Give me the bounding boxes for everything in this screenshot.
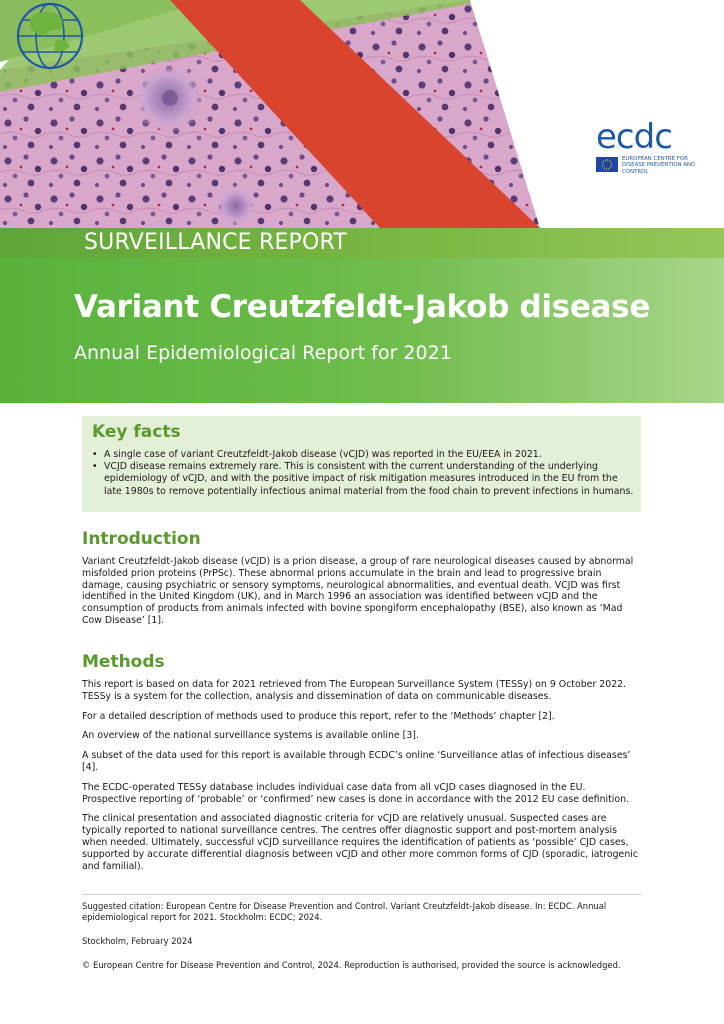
page-title: Variant Creutzfeldt-Jakob disease bbox=[74, 289, 651, 325]
introduction-section bbox=[82, 528, 642, 635]
key-fact-item: • VCJD disease remains extremely rare. This is consistent with the current understanding of the underlying epidemiology of vCJD, and with the positive impact of risk mitigation measures introduced in the EU from the late 1980s to remove potentially infectious animal material from the food chain to prevent infections in humans. bbox=[90, 461, 635, 498]
agency-name: EUROPEAN CENTRE FOR DISEASE PREVENTION AND CONTROL bbox=[622, 156, 696, 175]
eu-flag-icon bbox=[596, 157, 618, 172]
title-band bbox=[0, 258, 724, 403]
methods-paragraph: An overview of the national surveillance systems is available online [3]. bbox=[82, 730, 419, 742]
copyright-notice: © European Centre for Disease Prevention and Control, 2024. Reproduction is authorised, provided the source is acknowledged. bbox=[82, 960, 621, 970]
methods-paragraph: For a detailed description of methods used to produce this report, refer to the ‘Methods’ chapter [2]. bbox=[82, 710, 555, 722]
methods-heading: Methods bbox=[82, 652, 165, 672]
methods-paragraph: A subset of the data used for this report is available through ECDC’s online ‘Surveillance atlas of infectious diseases’ [4]. bbox=[82, 750, 631, 773]
key-fact-item: • A single case of variant Creutzfeldt-Jakob disease (vCJD) was reported in the EU/EEA in 2021. bbox=[90, 449, 635, 461]
introduction-paragraph: Variant Creutzfeldt-Jakob disease (vCJD) is a prion disease, a group of rare neurological diseases caused by abnormal misfolded prion proteins (PrPSc). These abnormal prions accumulate in the brain and lead to progressive brain damage, causing psychiatric or sensory symptoms, neurological abnormalities, and eventual death. VCJD was first identified in the United Kingdom (UK), and in March 1996 an association was identified between vCJD and the consumption of products from animals infected with bovine spongiform encephalopathy (BSE), also known as ‘Mad Cow Disease’ [1]. bbox=[82, 556, 634, 626]
introduction-heading: Introduction bbox=[82, 529, 201, 549]
report-type-label: SURVEILLANCE REPORT bbox=[84, 230, 348, 255]
cover-image bbox=[0, 0, 724, 228]
suggested-citation: Suggested citation: European Centre for Disease Prevention and Control. Variant Creutzfeldt-Jakob disease. In: ECDC. Annual epidemiological report for 2021. Stockholm: ECDC; 2024. bbox=[82, 901, 607, 922]
methods-paragraph: This report is based on data for 2021 retrieved from The European Surveillance System (TESSy) on 9 October 2022. TESSy is a system for the collection, analysis and dissemination of data on communicable diseases. bbox=[82, 679, 627, 702]
key-facts-heading: Key facts bbox=[92, 422, 181, 442]
methods-section bbox=[82, 651, 642, 880]
methods-paragraph: The clinical presentation and associated diagnostic criteria for vCJD are relatively unusual. Suspected cases are typically reported to national surveillance centres. The centres offer diagnostic support and post-mortem analysis when needed. Ultimately, successful vCJD surveillance requires the identification of patients as ‘possible’ CJD cases, supported by accurate differential diagnosis between vCJD and other more common forms of CJD (sporadic, iatrogenic and familial). bbox=[82, 813, 639, 872]
place-date: Stockholm, February 2024 bbox=[82, 936, 193, 946]
key-facts-box bbox=[82, 416, 641, 512]
key-facts-list bbox=[90, 449, 635, 498]
methods-paragraph: The ECDC-operated TESSy database includes individual case data from all vCJD cases diagnosed in the EU. Prospective reporting of ‘probable’ or ‘confirmed’ new cases is done in accordance with the 2012 EU case definition. bbox=[82, 781, 630, 805]
ecdc-globe-logo bbox=[0, 0, 130, 110]
citation-footer bbox=[82, 894, 642, 984]
page-subtitle: Annual Epidemiological Report for 2021 bbox=[74, 342, 452, 364]
ecdc-logo-text: ecdc bbox=[596, 117, 672, 157]
